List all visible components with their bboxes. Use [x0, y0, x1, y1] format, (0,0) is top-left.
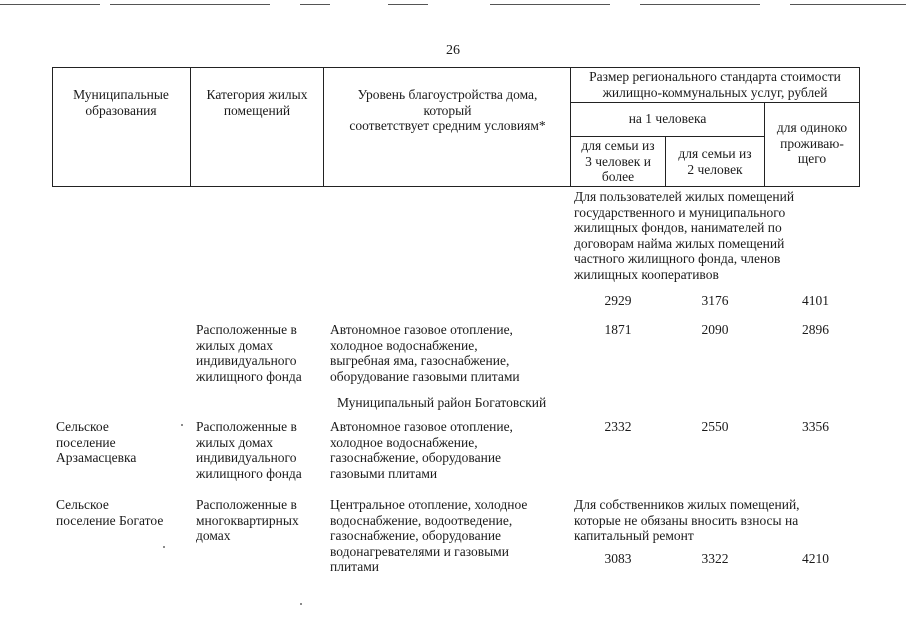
value-single: 4210: [802, 551, 829, 566]
scan-edge-line: [490, 4, 610, 5]
amenity-level: Автономное газовое отопление, холодное водоснабжение, выгребная яма, газоснабжение, оборудование газовыми плитами: [330, 322, 520, 384]
page-number: 26: [446, 43, 460, 58]
value-family-3: 2332: [604, 419, 632, 434]
header-standard-title: Размер регионального стандарта стоимости жилищно-коммунальных услуг, рублей: [589, 69, 841, 100]
municipality-name: Сельское поселение Арзамасцевка: [56, 419, 137, 466]
value-family-3: 3083: [604, 551, 632, 566]
scan-edge-line: [110, 4, 270, 5]
owners-note: Для собственников жилых помещений, которые не обязаны вносить взносы на капитальный ремонт: [574, 497, 800, 544]
header-amenity-level: Уровень благоустройства дома, который соответствует средним условиям*: [349, 87, 546, 134]
amenity-level: Центральное отопление, холодное водоснабжение, водоотведение, газоснабжение, оборудование водонагревателями и газовыми плитами: [330, 497, 528, 575]
header-per-person: на 1 человека: [628, 111, 707, 126]
scan-speck: [300, 603, 302, 605]
municipality-name: Сельское поселение Богатое: [56, 497, 164, 528]
housing-category: Расположенные в жилых домах индивидуального жилищного фонда: [196, 322, 302, 384]
value-family-3: 1871: [604, 322, 632, 337]
header-municipalities: Муниципальные образования: [73, 87, 169, 118]
scan-edge-line: [388, 4, 428, 5]
housing-category: Расположенные в жилых домах индивидуального жилищного фонда: [196, 419, 302, 481]
value-family-3: 2929: [604, 293, 632, 308]
header-family-2: для семьи из 2 человек: [678, 146, 752, 177]
scan-edge-line: [790, 4, 906, 5]
value-single: 2896: [802, 322, 829, 337]
amenity-level: Автономное газовое отопление, холодное водоснабжение, газоснабжение, оборудование газовыми плитами: [330, 419, 513, 481]
header-family-3: для семьи из 3 человек и более: [581, 138, 655, 185]
header-single: для одиноко проживаю- щего: [776, 120, 848, 167]
header-housing-category: Категория жилых помещений: [206, 87, 308, 118]
scan-edge-line: [640, 4, 760, 5]
scan-edge-line: [0, 4, 100, 5]
district-heading: Муниципальный район Богатовский: [337, 395, 547, 410]
tenants-note: Для пользователей жилых помещений государственного и муниципального жилищных фондов, нанимателей по договорам найма жилых помещений частного жилищного фонда, членов жилищных кооперативов: [574, 189, 795, 282]
value-family-2: 2090: [701, 322, 729, 337]
value-family-2: 2550: [701, 419, 729, 434]
value-single: 4101: [802, 293, 829, 308]
scan-edge-line: [300, 4, 330, 5]
value-family-2: 3322: [701, 551, 729, 566]
scan-speck: [181, 424, 183, 426]
value-single: 3356: [802, 419, 829, 434]
value-family-2: 3176: [701, 293, 729, 308]
scan-speck: [163, 546, 165, 548]
housing-category: Расположенные в многоквартирных домах: [196, 497, 299, 544]
